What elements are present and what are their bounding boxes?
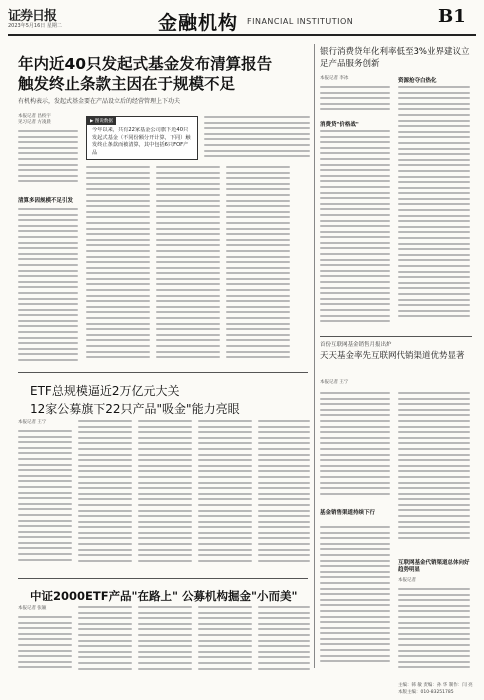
- right-story3-byline: 本报记者: [398, 578, 416, 583]
- right-story1-byline: 本报记者 李冰: [320, 76, 349, 81]
- etf2-body-col5: [258, 606, 310, 676]
- etf-body-col3: [138, 420, 192, 570]
- lead-headline-line2: 触发终止条款主因在于规模不足: [18, 75, 236, 93]
- etf-headline-line2: 12家公募旗下22只产品"吸金"能力亮眼: [30, 402, 240, 416]
- etf-byline: 本报记者 王宁: [18, 420, 47, 425]
- etf2-body-col2: [78, 606, 132, 676]
- right-story2-body-col1b: [320, 526, 390, 676]
- section-title-en: FINANCIAL INSTITUTION: [247, 17, 354, 26]
- etf-story-bottom-rule: [18, 578, 308, 579]
- section-title: 金融机构: [158, 12, 239, 34]
- right-story2-subhead: 基金销售渠道持续下行: [320, 510, 376, 516]
- newspaper-logo: 证券日报: [8, 9, 57, 24]
- lead-byline: 本报记者 昌校宇 见习记者 方凌晨: [18, 114, 51, 125]
- page-number: B1: [438, 6, 466, 27]
- lead-body-col4: [226, 166, 290, 366]
- right-story1-body-col1: [320, 130, 390, 330]
- column-divider: [314, 44, 315, 668]
- lead-deck: 有机构表示，发起式基金要在产品设立后的经营管理上下功夫: [18, 98, 181, 105]
- etf2-body-col3: [138, 606, 192, 676]
- right-story1-body-col2: [398, 86, 470, 330]
- etf-body-col2: [78, 420, 132, 570]
- right-story2-kicker: 首份互联网基金销售月报出炉: [320, 342, 392, 348]
- masthead-rule: [8, 34, 476, 36]
- lead-body-col1b: [18, 208, 78, 366]
- etf-headline-line1: ETF总规模逼近2万亿元大关: [30, 384, 180, 398]
- etf2-body-col1: [18, 616, 72, 676]
- lead-headline-line1: 年内近40只发起式基金发布清算报告: [18, 55, 273, 73]
- right-story2-body-col2: [398, 392, 470, 552]
- right-story2-headline: 天天基金率先互联网代销渠道优势显著: [320, 351, 465, 361]
- lead-body-col3: [156, 166, 220, 366]
- lead-subhead: 清算多因规模不足引发: [18, 198, 74, 204]
- right-story1-intro: [320, 86, 390, 116]
- lead-body-col2: [86, 166, 150, 366]
- right-story1-subhead-2: 资源抢夺白热化: [398, 78, 437, 84]
- etf-body-col4: [198, 420, 252, 570]
- lead-story-bottom-rule: [18, 372, 308, 373]
- lead-body-top-right: [204, 116, 310, 158]
- right-story1-headline: 银行消费贷年化利率低至3%业界建议立足产品服务创新: [320, 47, 470, 69]
- right-story3-body: [398, 588, 470, 676]
- issue-date: 2023年5月16日 星期二: [8, 23, 62, 29]
- footer-editors: 主编：韩 敏 责编：孙 华 制作：闫 亮: [398, 683, 473, 688]
- right-story2-byline: 本报记者 王宁: [320, 380, 349, 385]
- etf2-byline: 本报记者 张颖: [18, 606, 47, 611]
- right-story1-bottom-rule: [320, 336, 472, 337]
- etf2-body-col4: [198, 606, 252, 676]
- lead-body-col1a: [18, 130, 78, 188]
- etf-body-col5: [258, 420, 310, 570]
- right-story1-subhead-1: 消费贷"价格战": [320, 122, 359, 128]
- etf-body-col1: [18, 430, 72, 570]
- callout-text: 今年以来，共有22家基金公司旗下近40只发起式基金（不同份额分开计算，下同）触发终止条款而被清算，其中包括6只FOF产品: [92, 127, 191, 156]
- callout-tag: ▶ 图说数据: [87, 117, 116, 125]
- data-callout-box: [86, 116, 198, 160]
- right-story2-body-col1: [320, 392, 390, 504]
- right-story3-headline: 互联网基金代销渠道总体向好趋势明显: [398, 560, 470, 573]
- etf2-headline: 中证2000ETF产品"在路上" 公募机构掘金"小而美": [30, 589, 298, 603]
- footer-phone: 本版主编：010-83251785: [398, 690, 454, 695]
